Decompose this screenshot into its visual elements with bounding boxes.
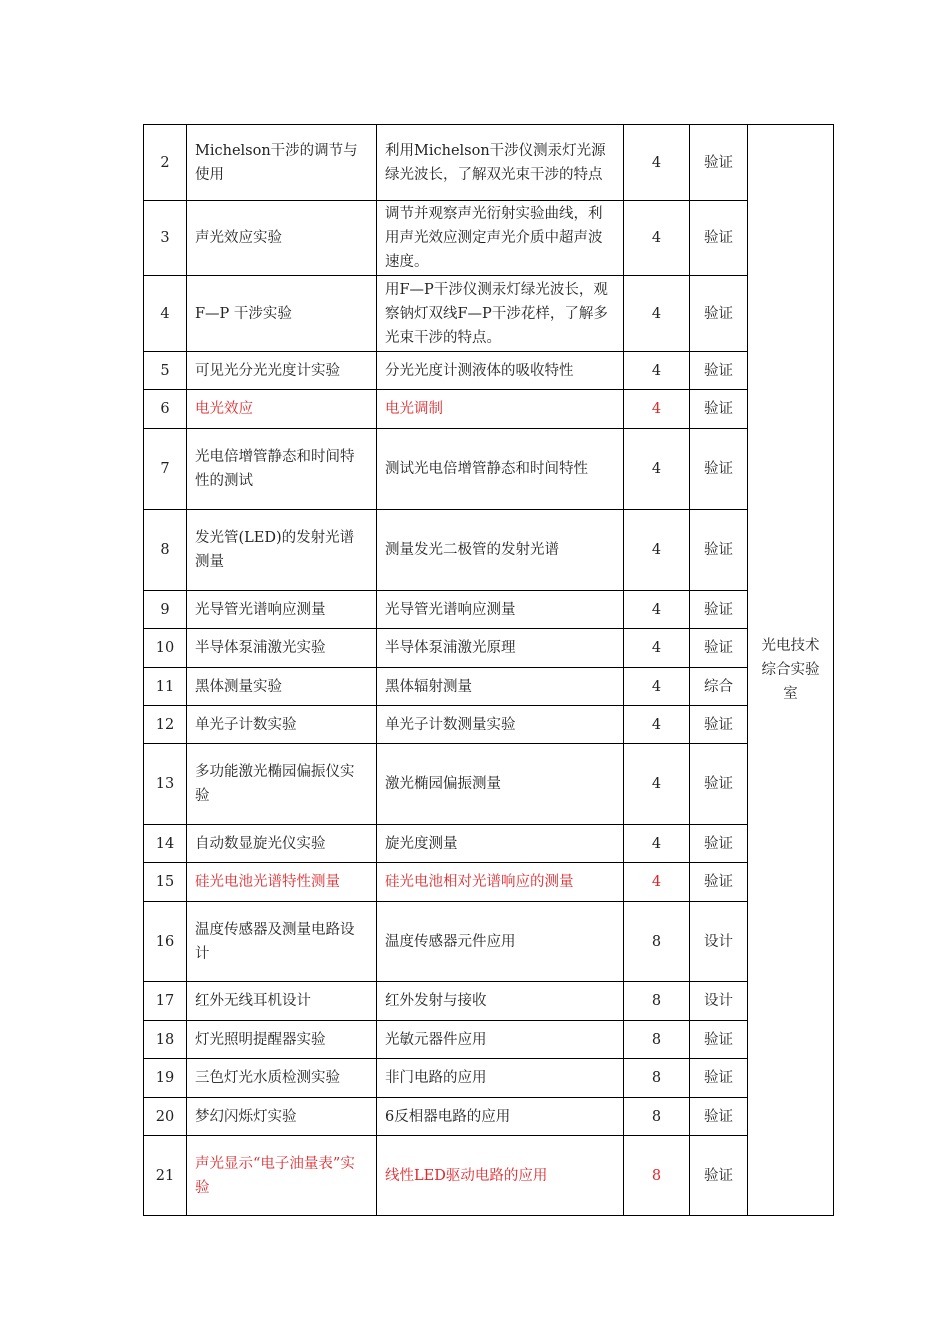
experiment-content: 温度传感器元件应用 xyxy=(377,902,624,982)
experiment-hours: 8 xyxy=(624,1136,690,1216)
experiment-name: Michelson干涉的调节与使用 xyxy=(187,125,377,201)
experiment-hours: 4 xyxy=(624,429,690,510)
experiment-type: 验证 xyxy=(690,629,748,668)
table-row xyxy=(144,1098,834,1136)
experiment-type: 验证 xyxy=(690,825,748,863)
experiment-type: 验证 xyxy=(690,510,748,591)
experiment-name: 可见光分光光度计实验 xyxy=(187,352,377,390)
experiment-type: 验证 xyxy=(690,125,748,201)
table-row xyxy=(144,825,834,863)
experiment-hours: 4 xyxy=(624,706,690,744)
experiment-content: 测试光电倍增管静态和时间特性 xyxy=(377,429,624,510)
row-number: 13 xyxy=(144,744,187,825)
row-number: 9 xyxy=(144,591,187,629)
experiment-hours: 8 xyxy=(624,902,690,982)
experiment-name: 单光子计数实验 xyxy=(187,706,377,744)
experiment-type: 验证 xyxy=(690,1059,748,1098)
row-number: 2 xyxy=(144,125,187,201)
experiment-hours: 4 xyxy=(624,352,690,390)
experiment-name: 三色灯光水质检测实验 xyxy=(187,1059,377,1098)
row-number: 12 xyxy=(144,706,187,744)
row-number: 16 xyxy=(144,902,187,982)
experiment-content: 光导管光谱响应测量 xyxy=(377,591,624,629)
experiment-type: 验证 xyxy=(690,201,748,276)
experiment-content: 单光子计数测量实验 xyxy=(377,706,624,744)
experiment-table xyxy=(143,124,834,1216)
table-row xyxy=(144,510,834,591)
experiment-content: 调节并观察声光衍射实验曲线，利用声光效应测定声光介质中超声波速度。 xyxy=(377,201,624,276)
experiment-hours: 4 xyxy=(624,201,690,276)
experiment-content: 光敏元器件应用 xyxy=(377,1021,624,1059)
row-number: 17 xyxy=(144,982,187,1021)
experiment-type: 验证 xyxy=(690,352,748,390)
experiment-hours: 4 xyxy=(624,591,690,629)
row-number: 14 xyxy=(144,825,187,863)
experiment-content: 线性LED驱动电路的应用 xyxy=(377,1136,624,1216)
experiment-type: 设计 xyxy=(690,982,748,1021)
experiment-type: 验证 xyxy=(690,591,748,629)
experiment-name: 黑体测量实验 xyxy=(187,668,377,706)
experiment-hours: 4 xyxy=(624,125,690,201)
experiment-content: 电光调制 xyxy=(377,390,624,429)
table-row xyxy=(144,352,834,390)
table-row xyxy=(144,1021,834,1059)
experiment-name: 声光效应实验 xyxy=(187,201,377,276)
experiment-hours: 4 xyxy=(624,276,690,352)
table-row xyxy=(144,863,834,902)
experiment-type: 验证 xyxy=(690,706,748,744)
experiment-type: 验证 xyxy=(690,1098,748,1136)
experiment-name: 梦幻闪烁灯实验 xyxy=(187,1098,377,1136)
experiment-type: 验证 xyxy=(690,390,748,429)
experiment-type: 验证 xyxy=(690,1136,748,1216)
table-row xyxy=(144,1059,834,1098)
experiment-hours: 8 xyxy=(624,1021,690,1059)
row-number: 4 xyxy=(144,276,187,352)
row-number: 19 xyxy=(144,1059,187,1098)
experiment-type: 验证 xyxy=(690,276,748,352)
experiment-content: 分光光度计测液体的吸收特性 xyxy=(377,352,624,390)
experiment-hours: 4 xyxy=(624,390,690,429)
experiment-hours: 8 xyxy=(624,1098,690,1136)
experiment-type: 验证 xyxy=(690,1021,748,1059)
row-number: 15 xyxy=(144,863,187,902)
row-number: 8 xyxy=(144,510,187,591)
experiment-name: 灯光照明提醒器实验 xyxy=(187,1021,377,1059)
experiment-hours: 4 xyxy=(624,510,690,591)
experiment-name: 半导体泵浦激光实验 xyxy=(187,629,377,668)
experiment-content: 6反相器电路的应用 xyxy=(377,1098,624,1136)
experiment-hours: 4 xyxy=(624,668,690,706)
table-row xyxy=(144,744,834,825)
experiment-hours: 8 xyxy=(624,1059,690,1098)
row-number: 11 xyxy=(144,668,187,706)
experiment-type: 验证 xyxy=(690,863,748,902)
experiment-content: 用F—P干涉仪测汞灯绿光波长，观察钠灯双线F—P干涉花样，了解多光束干涉的特点。 xyxy=(377,276,624,352)
lab-name: 光电技术综合实验室 xyxy=(748,125,834,1216)
table-row xyxy=(144,902,834,982)
experiment-name: 发光管(LED)的发射光谱测量 xyxy=(187,510,377,591)
table-row xyxy=(144,390,834,429)
experiment-name: 光导管光谱响应测量 xyxy=(187,591,377,629)
experiment-name: F—P 干涉实验 xyxy=(187,276,377,352)
row-number: 3 xyxy=(144,201,187,276)
row-number: 6 xyxy=(144,390,187,429)
experiment-content: 测量发光二极管的发射光谱 xyxy=(377,510,624,591)
experiment-hours: 4 xyxy=(624,863,690,902)
table-row xyxy=(144,1136,834,1216)
row-number: 18 xyxy=(144,1021,187,1059)
table-row xyxy=(144,429,834,510)
experiment-name: 声光显示“电子油量表”实验 xyxy=(187,1136,377,1216)
experiment-content: 半导体泵浦激光原理 xyxy=(377,629,624,668)
row-number: 5 xyxy=(144,352,187,390)
experiment-type: 综合 xyxy=(690,668,748,706)
experiment-content: 旋光度测量 xyxy=(377,825,624,863)
experiment-content: 非门电路的应用 xyxy=(377,1059,624,1098)
experiment-name: 温度传感器及测量电路设计 xyxy=(187,902,377,982)
experiment-hours: 4 xyxy=(624,825,690,863)
experiment-name: 多功能激光椭园偏振仪实验 xyxy=(187,744,377,825)
experiment-content: 利用Michelson干涉仪测汞灯光源绿光波长，了解双光束干涉的特点 xyxy=(377,125,624,201)
experiment-type: 设计 xyxy=(690,902,748,982)
experiment-content: 激光椭园偏振测量 xyxy=(377,744,624,825)
table-row xyxy=(144,276,834,352)
experiment-content: 黑体辐射测量 xyxy=(377,668,624,706)
row-number: 7 xyxy=(144,429,187,510)
table-row xyxy=(144,706,834,744)
experiment-hours: 4 xyxy=(624,744,690,825)
table-row xyxy=(144,668,834,706)
experiment-name: 自动数显旋光仪实验 xyxy=(187,825,377,863)
experiment-content: 硅光电池相对光谱响应的测量 xyxy=(377,863,624,902)
experiment-hours: 8 xyxy=(624,982,690,1021)
table-row xyxy=(144,125,834,201)
experiment-hours: 4 xyxy=(624,629,690,668)
row-number: 10 xyxy=(144,629,187,668)
row-number: 21 xyxy=(144,1136,187,1216)
table-row xyxy=(144,591,834,629)
experiment-content: 红外发射与接收 xyxy=(377,982,624,1021)
experiment-type: 验证 xyxy=(690,429,748,510)
experiment-name: 硅光电池光谱特性测量 xyxy=(187,863,377,902)
experiment-name: 电光效应 xyxy=(187,390,377,429)
table-row xyxy=(144,982,834,1021)
experiment-name: 红外无线耳机设计 xyxy=(187,982,377,1021)
experiment-name: 光电倍增管静态和时间特性的测试 xyxy=(187,429,377,510)
table-row xyxy=(144,629,834,668)
experiment-type: 验证 xyxy=(690,744,748,825)
row-number: 20 xyxy=(144,1098,187,1136)
table-row xyxy=(144,201,834,276)
